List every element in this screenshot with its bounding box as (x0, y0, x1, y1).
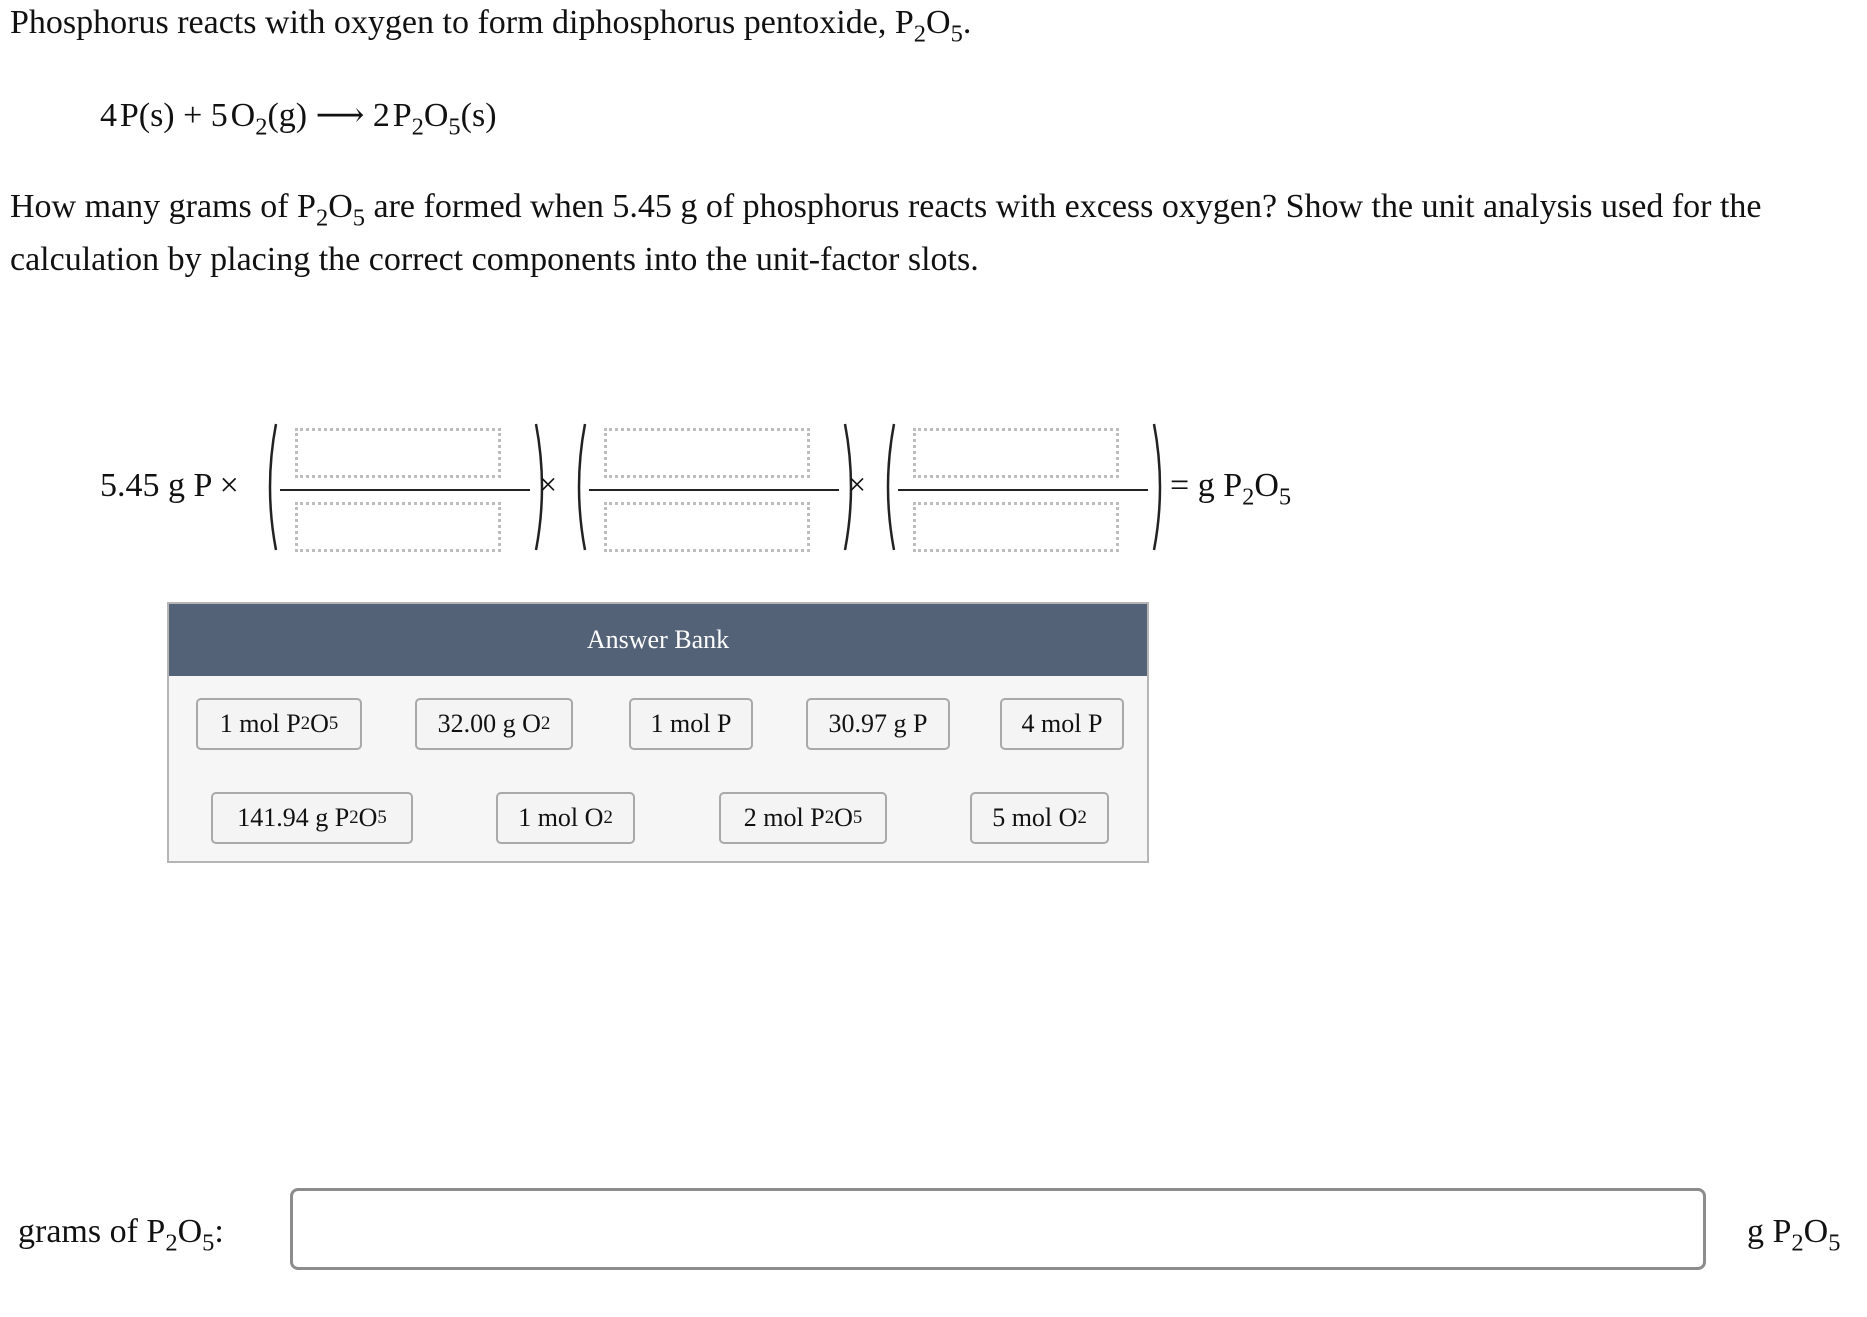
answer-chip[interactable]: 1 mol P (629, 698, 753, 750)
times-operator: × (848, 466, 867, 502)
answer-chip[interactable]: 1 mol O 2 (496, 792, 635, 844)
left-paren (571, 422, 587, 552)
fraction-bar (898, 489, 1148, 491)
left-paren (262, 422, 278, 552)
answer-bank (167, 602, 1149, 863)
times-operator: × (539, 466, 558, 502)
factor-3-numerator-slot[interactable] (913, 428, 1119, 478)
unit-factor-1 (262, 420, 550, 558)
left-paren (880, 422, 896, 552)
answer-chip[interactable]: 32.00 g O 2 (415, 698, 573, 750)
factor-2-numerator-slot[interactable] (604, 428, 810, 478)
intro-text: Phosphorus reacts with oxygen to form diphosphorus pentoxide, $P_2O_5$. (10, 4, 972, 48)
answer-chip[interactable]: 141.94 g P 2 O 5 (211, 792, 413, 844)
factor-2-denominator-slot[interactable] (604, 502, 810, 552)
unit-factor-3 (880, 420, 1168, 558)
start-quantity: 5.45 g P × (100, 467, 239, 504)
answer-chip[interactable]: 2 mol P 2 O 5 (719, 792, 887, 844)
answer-unit: g $P_2O_5$ (1747, 1213, 1841, 1257)
question-text: How many grams of $P_2O_5$ are formed when 5.45 g of phosphorus reacts with excess oxygen? Show the unit analysis used for the calculation by placing the correct components into the unit-factor slots. (10, 188, 1762, 278)
grams-answer-input[interactable] (290, 1188, 1706, 1270)
chemical-equation: 4 P(s) + 5 $O_2(g)$ ⟶ 2 $P_2O_5(s)$ (100, 97, 497, 141)
fraction-bar (280, 489, 530, 491)
answer-chip[interactable]: 5 mol O 2 (970, 792, 1109, 844)
answer-chip[interactable]: 30.97 g P (806, 698, 950, 750)
factor-1-numerator-slot[interactable] (295, 428, 501, 478)
unit-factor-2 (571, 420, 859, 558)
result-unit: = g $P_2O_5$ (1170, 467, 1292, 511)
answer-chip[interactable]: 4 mol P (1000, 698, 1124, 750)
answer-bank-title: Answer Bank (169, 604, 1147, 676)
factor-3-denominator-slot[interactable] (913, 502, 1119, 552)
fraction-bar (589, 489, 839, 491)
answer-label: grams of $P_2O_5$: (18, 1213, 224, 1257)
right-paren (1152, 422, 1168, 552)
reaction-arrow: ⟶ (315, 97, 365, 134)
answer-chip[interactable]: 1 mol P 2 O 5 (196, 698, 362, 750)
factor-1-denominator-slot[interactable] (295, 502, 501, 552)
